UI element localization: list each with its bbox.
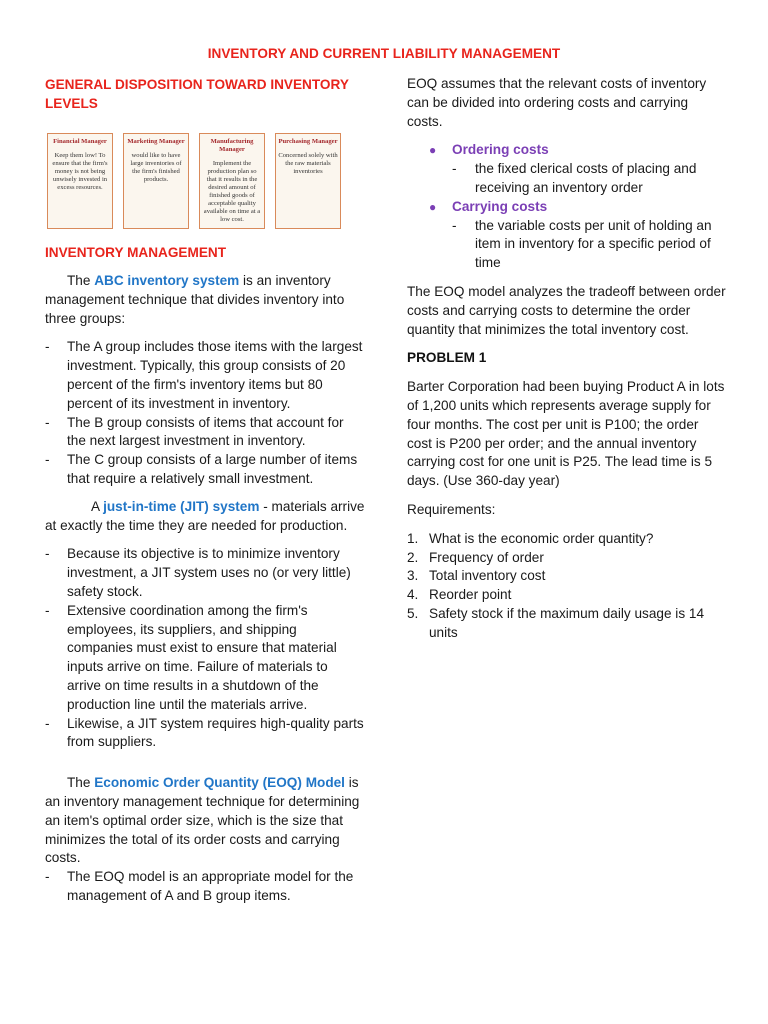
bullet-term: Ordering costs: [452, 142, 549, 158]
list-item: [407, 567, 727, 586]
item-number: 4.: [407, 587, 419, 603]
left-column: [45, 75, 365, 906]
card-manufacturing-manager: [199, 133, 265, 229]
card-text: Keep them low! To ensure that the firm's money is not being unwisely invested in excess resources.: [52, 152, 108, 191]
tradeoff-paragraph: The EOQ model analyzes the tradeoff between order costs and carrying costs to determine the order quantity that minimizes the total inventory cost.: [407, 283, 726, 337]
bullet-sublist: [452, 160, 727, 198]
page-title: INVENTORY AND CURRENT LIABILITY MANAGEMENT: [207, 46, 561, 61]
list-item: - Because its objective is to minimize inventory investment, a JIT system uses no (or very little) safety stock.: [45, 545, 365, 601]
item-text: What is the economic order quantity?: [429, 530, 654, 546]
item-text: Total inventory cost: [429, 568, 546, 584]
heading-disposition: GENERAL DISPOSITION TOWARD INVENTORY LEVELS: [45, 77, 349, 111]
jit-term: just-in-time (JIT) system: [103, 498, 260, 514]
list-item: - The B group consists of items that account for the next largest investment in inventory.: [45, 414, 365, 452]
abc-list: [45, 338, 365, 488]
list-item: [407, 530, 727, 549]
list-item: - The C group consists of a large number of items that require a relatively small investment.: [45, 451, 365, 489]
jit-paragraph: [45, 498, 365, 536]
jit-list: [45, 545, 365, 752]
eoq-paragraph: [45, 774, 365, 868]
list-item: - The EOQ model is an appropriate model for the management of A and B group items.: [45, 868, 365, 906]
list-item: [407, 605, 727, 643]
card-title: Manufacturing Manager: [210, 138, 254, 153]
bullet-icon: ●: [429, 143, 437, 158]
list-item: - Extensive coordination among the firm's employees, its suppliers, and shipping companies must exist to ensure that material inputs arrive on time. Failure of materials to arrive on time results in a shutdown of the production line until the materials arrive.: [45, 602, 365, 715]
list-item: - the fixed clerical costs of placing and receiving an inventory order: [452, 160, 727, 198]
bullet-ordering-costs: [407, 141, 727, 197]
item-number: 1.: [407, 530, 419, 546]
list-item: [407, 549, 727, 568]
card-title: Financial Manager: [53, 138, 107, 145]
card-text: Concerned solely with the raw materials inventories: [278, 152, 338, 175]
list-item: [407, 586, 727, 605]
card-text: Implement the production plan so that it results in the desired amount of finished goods of acceptable quality available on time at a low cost.: [203, 160, 261, 223]
eoq-pre: The: [67, 775, 95, 791]
abc-pre: The: [67, 273, 95, 288]
requirements-label: Requirements:: [407, 501, 496, 517]
problem-heading: PROBLEM 1: [407, 350, 487, 366]
eoq-intro: EOQ assumes that the relevant costs of inventory can be divided into ordering costs and carrying costs.: [407, 76, 707, 129]
problem-text: Barter Corporation had been buying Product A in lots of 1,200 units which represents average supply for four months. The cost per unit is P100; the order cost is P200 per order; and the annual inventory carrying cost for one unit is P25. The lead time is 5 days. (Use 360-day year): [407, 379, 725, 489]
card-title: Marketing Manager: [127, 138, 185, 145]
list-item: - The A group includes those items with the largest investment. Typically, this group consists of 20 percent of the firm's inventory items but 80 percent of its investment in inventory.: [45, 338, 365, 413]
bullet-icon: ●: [429, 199, 437, 214]
eoq-list: [45, 868, 365, 906]
bullet-carrying-costs: [407, 198, 727, 273]
item-number: 3.: [407, 568, 419, 584]
requirements-list: [407, 530, 727, 643]
card-financial-manager: [47, 133, 113, 229]
card-marketing-manager: [123, 133, 189, 229]
cost-bullets: [407, 141, 727, 273]
list-item: - the variable costs per unit of holding an item in inventory for a specific period of time: [452, 217, 727, 273]
item-number: 2.: [407, 549, 419, 565]
eoq-term: Economic Order Quantity (EOQ) Model: [94, 775, 345, 791]
heading-inventory-management: INVENTORY MANAGEMENT: [45, 245, 227, 260]
bullet-term: Carrying costs: [452, 198, 548, 214]
bullet-sublist: [452, 217, 727, 273]
card-title: Purchasing Manager: [278, 138, 338, 145]
manager-cards: [47, 133, 365, 229]
abc-paragraph: [45, 272, 365, 328]
item-text: Reorder point: [429, 587, 512, 603]
abc-term: ABC inventory system: [94, 273, 240, 288]
item-number: 5.: [407, 605, 419, 621]
right-column: [407, 75, 727, 643]
jit-pre: A: [91, 498, 104, 514]
item-text: Safety stock if the maximum daily usage is 14 units: [429, 605, 705, 640]
item-text: Frequency of order: [429, 549, 544, 565]
abc-post: is an inventory management technique that divides inventory into three groups:: [45, 273, 345, 326]
card-purchasing-manager: [275, 133, 341, 229]
list-item: - Likewise, a JIT system requires high-quality parts from suppliers.: [45, 715, 365, 753]
card-text: would like to have large inventories of the firm's finished products.: [130, 152, 182, 183]
eoq-post: is an inventory management technique for determining an item's optimal order size, which is the size that minimizes the total of its order costs and carrying costs.: [45, 775, 360, 866]
jit-post: - materials arrive at exactly the time they are needed for production.: [45, 498, 365, 533]
